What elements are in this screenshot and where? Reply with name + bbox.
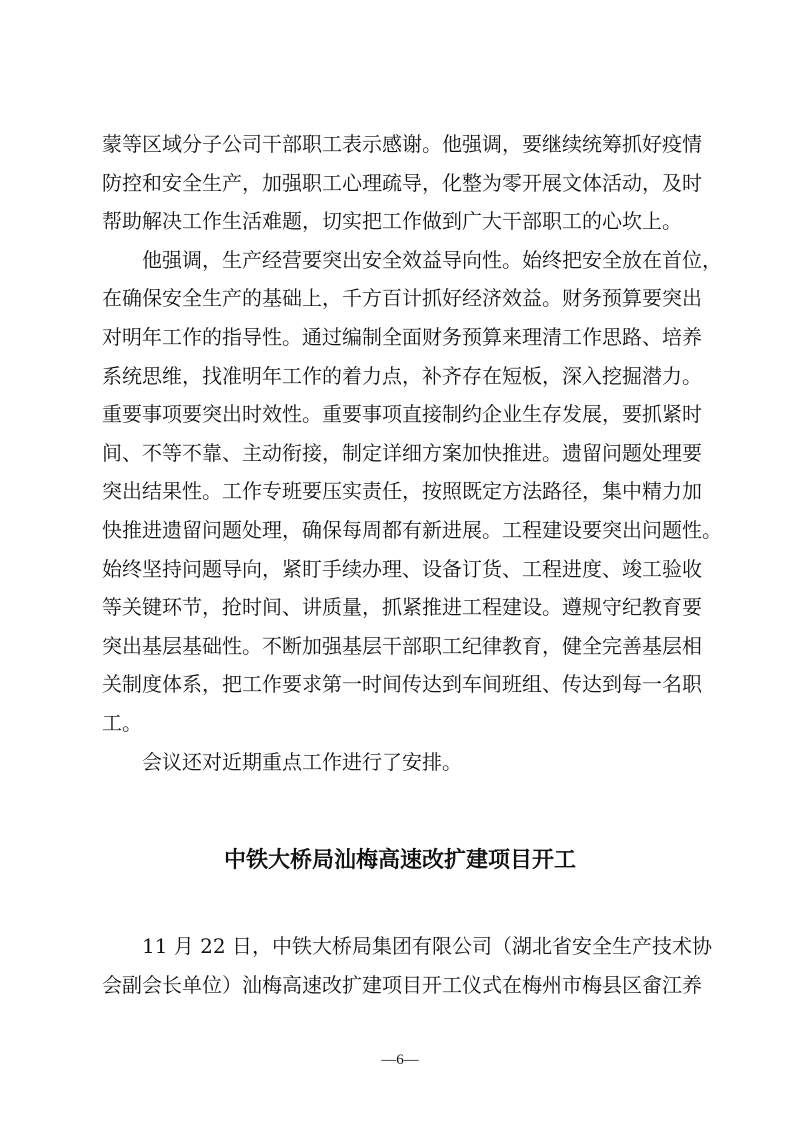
page-number: —6— bbox=[381, 1052, 419, 1068]
text-line: 间、不等不靠、主动衔接，制定详细方案加快推进。遗留问题处理要 bbox=[102, 440, 702, 465]
text-line: 突出基层基础性。不断加强基层干部职工纪律教育，健全完善基层相 bbox=[102, 633, 702, 658]
text-line: 在确保安全生产的基础上，千方百计抓好经济效益。财务预算要突出 bbox=[102, 286, 702, 311]
article-title: 中铁大桥局汕梅高速改扩建项目开工 bbox=[223, 847, 576, 873]
text-line: 重要事项要突出时效性。重要事项直接制约企业生存发展，要抓紧时 bbox=[102, 402, 702, 427]
text-line: 对明年工作的指导性。通过编制全面财务预算来理清工作思路、培养 bbox=[102, 324, 702, 349]
text-line: 工。 bbox=[102, 710, 142, 735]
text-line: 关制度体系，把工作要求第一时间传达到车间班组、传达到每一名职 bbox=[102, 672, 702, 697]
text-line: 11 月 22 日，中铁大桥局集团有限公司（湖北省安全生产技术协 bbox=[142, 934, 712, 958]
text-line: 始终坚持问题导向，紧盯手续办理、设备订货、工程进度、竣工验收 bbox=[102, 556, 702, 581]
text-line: 他强调，生产经营要突出安全效益导向性。始终把安全放在首位， bbox=[142, 247, 722, 272]
text-line: 突出结果性。工作专班要压实责任，按照既定方法路径，集中精力加 bbox=[102, 479, 702, 504]
text-line: 帮助解决工作生活难题，切实把工作做到广大干部职工的心坎上。 bbox=[102, 209, 682, 234]
text-line: 防控和安全生产，加强职工心理疏导，化整为零开展文体活动，及时 bbox=[102, 170, 702, 195]
text-line: 蒙等区域分子公司干部职工表示感谢。他强调，要继续统筹抓好疫情 bbox=[102, 132, 702, 156]
text-line: 等关键环节，抢时间、讲质量，抓紧推进工程建设。遵规守纪教育要 bbox=[102, 595, 702, 620]
text-line: 会副会长单位）汕梅高速改扩建项目开工仪式在梅州市梅县区畲江养 bbox=[102, 972, 702, 997]
body-text-bottom bbox=[102, 927, 712, 1004]
text-line: 系统思维，找准明年工作的着力点，补齐存在短板，深入挖掘潜力。 bbox=[102, 363, 702, 388]
text-line: 会议还对近期重点工作进行了安排。 bbox=[142, 749, 462, 774]
text-line: 快推进遗留问题处理，确保每周都有新进展。工程建设要突出问题性。 bbox=[102, 517, 722, 542]
body-text-top bbox=[102, 125, 722, 781]
